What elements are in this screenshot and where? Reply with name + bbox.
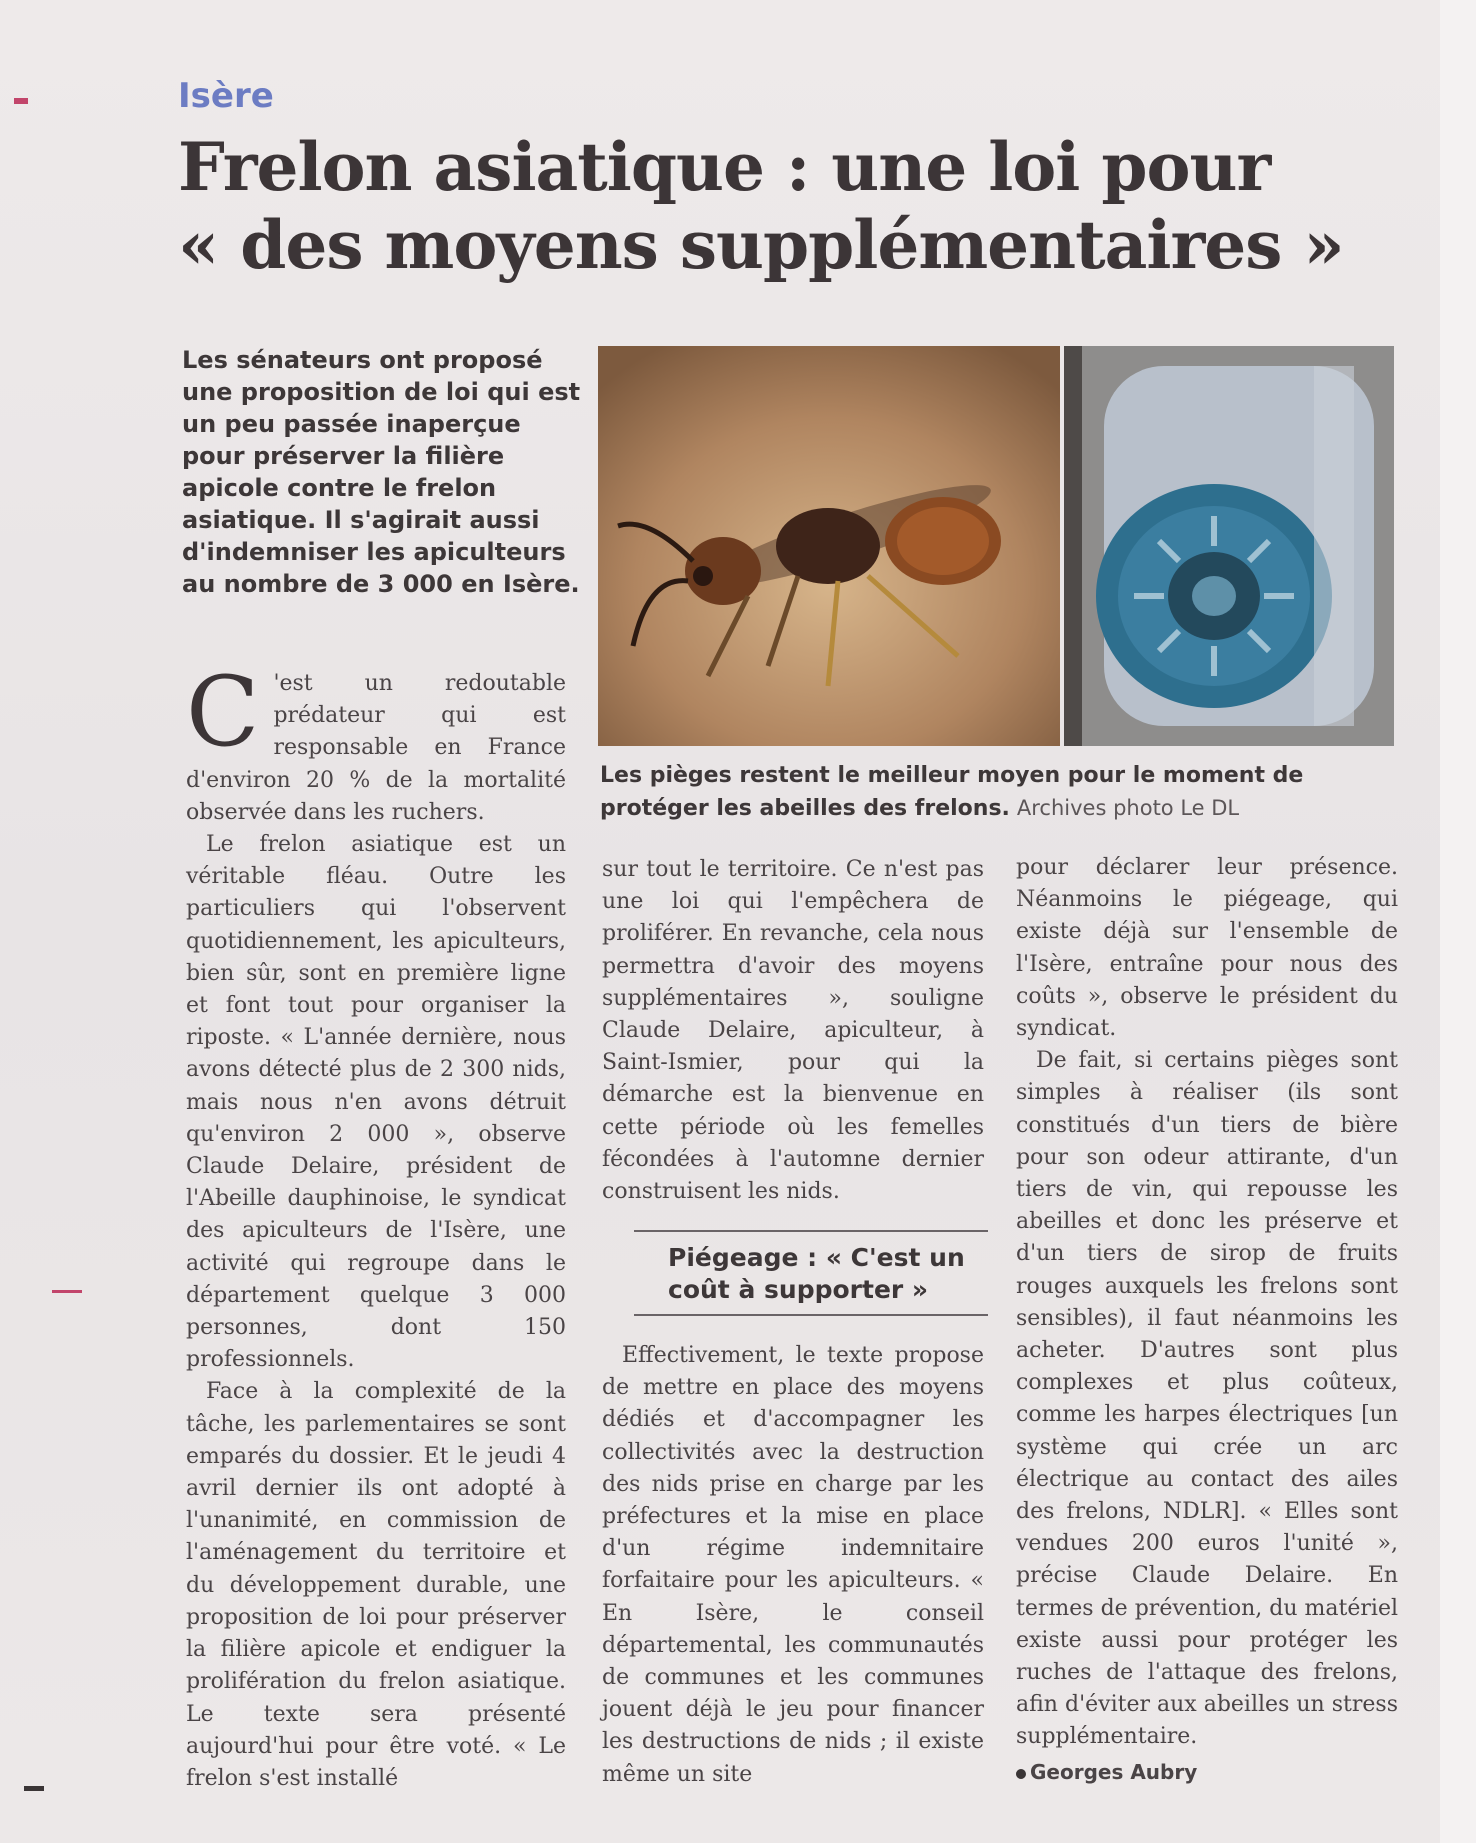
subheading: Piégeage : « C'est un coût à supporter » [634, 1230, 988, 1316]
article-photo [598, 346, 1394, 746]
paragraph-5: Effectivement, le texte propose de mettre en place des moyens dédiés et d'accompagner les collectivités avec la destruction des nids prise en charge par les préfectures et la mise en place d'un régime indemnitaire forfaitaire pour les apiculteurs. « En Isère, le conseil départemental, les communautés de communes et les communes jouent déjà le jeu pour financer les destructions de nids ; il existe même un site [602, 1343, 984, 1787]
byline [1016, 1756, 1398, 1788]
paragraph-4: sur tout le territoire. Ce n'est pas une loi qui l'empêchera de proliférer. En revanche, cela nous permettra d'avoir des moyens supplémentaires », souligne Claude Delaire, apiculteur, à Saint-Ismier, pour qui la démarche est la bienvenue en cette période où les femelles fécondées à l'automne dernier construisent les nids. [602, 857, 984, 1205]
bullet-icon [1016, 1769, 1026, 1779]
photo-caption [600, 760, 1390, 825]
article-column-2b [602, 1340, 984, 1791]
paragraph-6: pour déclarer leur présence. Néanmoins le piégeage, qui existe déjà sur l'ensemble de l'Isère, entraîne pour nous des coûts », observe le président du syndicat. [1016, 855, 1398, 1042]
trap-illustration [1064, 346, 1394, 746]
ink-mark [52, 1290, 82, 1293]
article-column-1 [186, 656, 566, 1795]
section-label: Isère [178, 76, 274, 116]
headline-line-1: Frelon asiatique : une loi pour [178, 128, 1271, 206]
dropcap-letter: C [186, 656, 260, 768]
paragraph-1-text: 'est un redoutable prédateur qui est responsable en France d'environ 20 % de la mortalité observée dans les ruchers. [186, 671, 566, 825]
paragraph-7: De fait, si certains pièges sont simples à réaliser (ils sont constitués d'un tiers de bière pour son odeur attirante, d'un tiers de vin, qui repousse les abeilles et donc les préserve et d'un tiers de sirop de fruits rouges auxquels les frelons sont sensibles), il faut néanmoins les acheter. D'autres sont plus complexes et plus coûteux, comme les harpes électriques [un système qui crée un arc électrique au contact des ailes des frelons, NDLR]. « Elles sont vendues 200 euros l'unité », précise Claude Delaire. En termes de prévention, du matériel existe aussi pour protéger les ruches de l'attaque des frelons, afin d'éviter aux abeilles un stress supplémentaire. [1016, 1048, 1398, 1750]
paragraph-3: Face à la complexité de la tâche, les parlementaires se sont emparés du dossier. Et le jeudi 4 avril dernier ils ont adopté à l'unanimité, en commission de l'aménagement du territoire et du développement durable, une proposition de loi pour préserver la filière apicole et endiguer la prolifération du frelon asiatique. Le texte sera présenté aujourd'hui pour être voté. « Le frelon s'est installé [186, 1379, 566, 1791]
caption-text: Les pièges restent le meilleur moyen pour le moment de protéger les abeilles des frelons. [600, 763, 1304, 821]
page-edge [1440, 0, 1476, 1843]
hornet-illustration [598, 346, 1060, 746]
lead-paragraph: Les sénateurs ont proposé une proposition de loi qui est un peu passée inaperçue pour préserver la filière apicole contre le frelon asiatique. Il s'agirait aussi d'indemniser les apiculteurs au nombre de 3 000 en Isère. [182, 346, 581, 598]
headline-line-2: « des moyens supplémentaires » [178, 206, 1344, 284]
article-column-3 [1016, 852, 1398, 1788]
paragraph-2: Le frelon asiatique est un véritable fléau. Outre les particuliers qui l'observent quotidiennement, les apiculteurs, bien sûr, sont en première ligne et font tout pour organiser la riposte. « L'année dernière, nous avons détecté plus de 2 300 nids, mais nous n'en avons détruit qu'environ 2 000 », observe Claude Delaire, président de l'Abeille dauphinoise, le syndicat des apiculteurs de l'Isère, une activité qui regroupe dans le département quelque 3 000 personnes, dont 150 professionnels. [186, 832, 566, 1373]
article-column-2 [602, 854, 984, 1208]
ink-mark [14, 98, 28, 104]
paragraph-1 [186, 656, 566, 829]
hornet-photo [598, 346, 1060, 746]
ink-mark [24, 1786, 44, 1791]
photo-credit: Archives photo Le DL [1016, 796, 1240, 820]
trap-photo [1064, 346, 1394, 746]
author-name: Georges Aubry [1030, 1759, 1198, 1784]
headline [178, 128, 1378, 284]
